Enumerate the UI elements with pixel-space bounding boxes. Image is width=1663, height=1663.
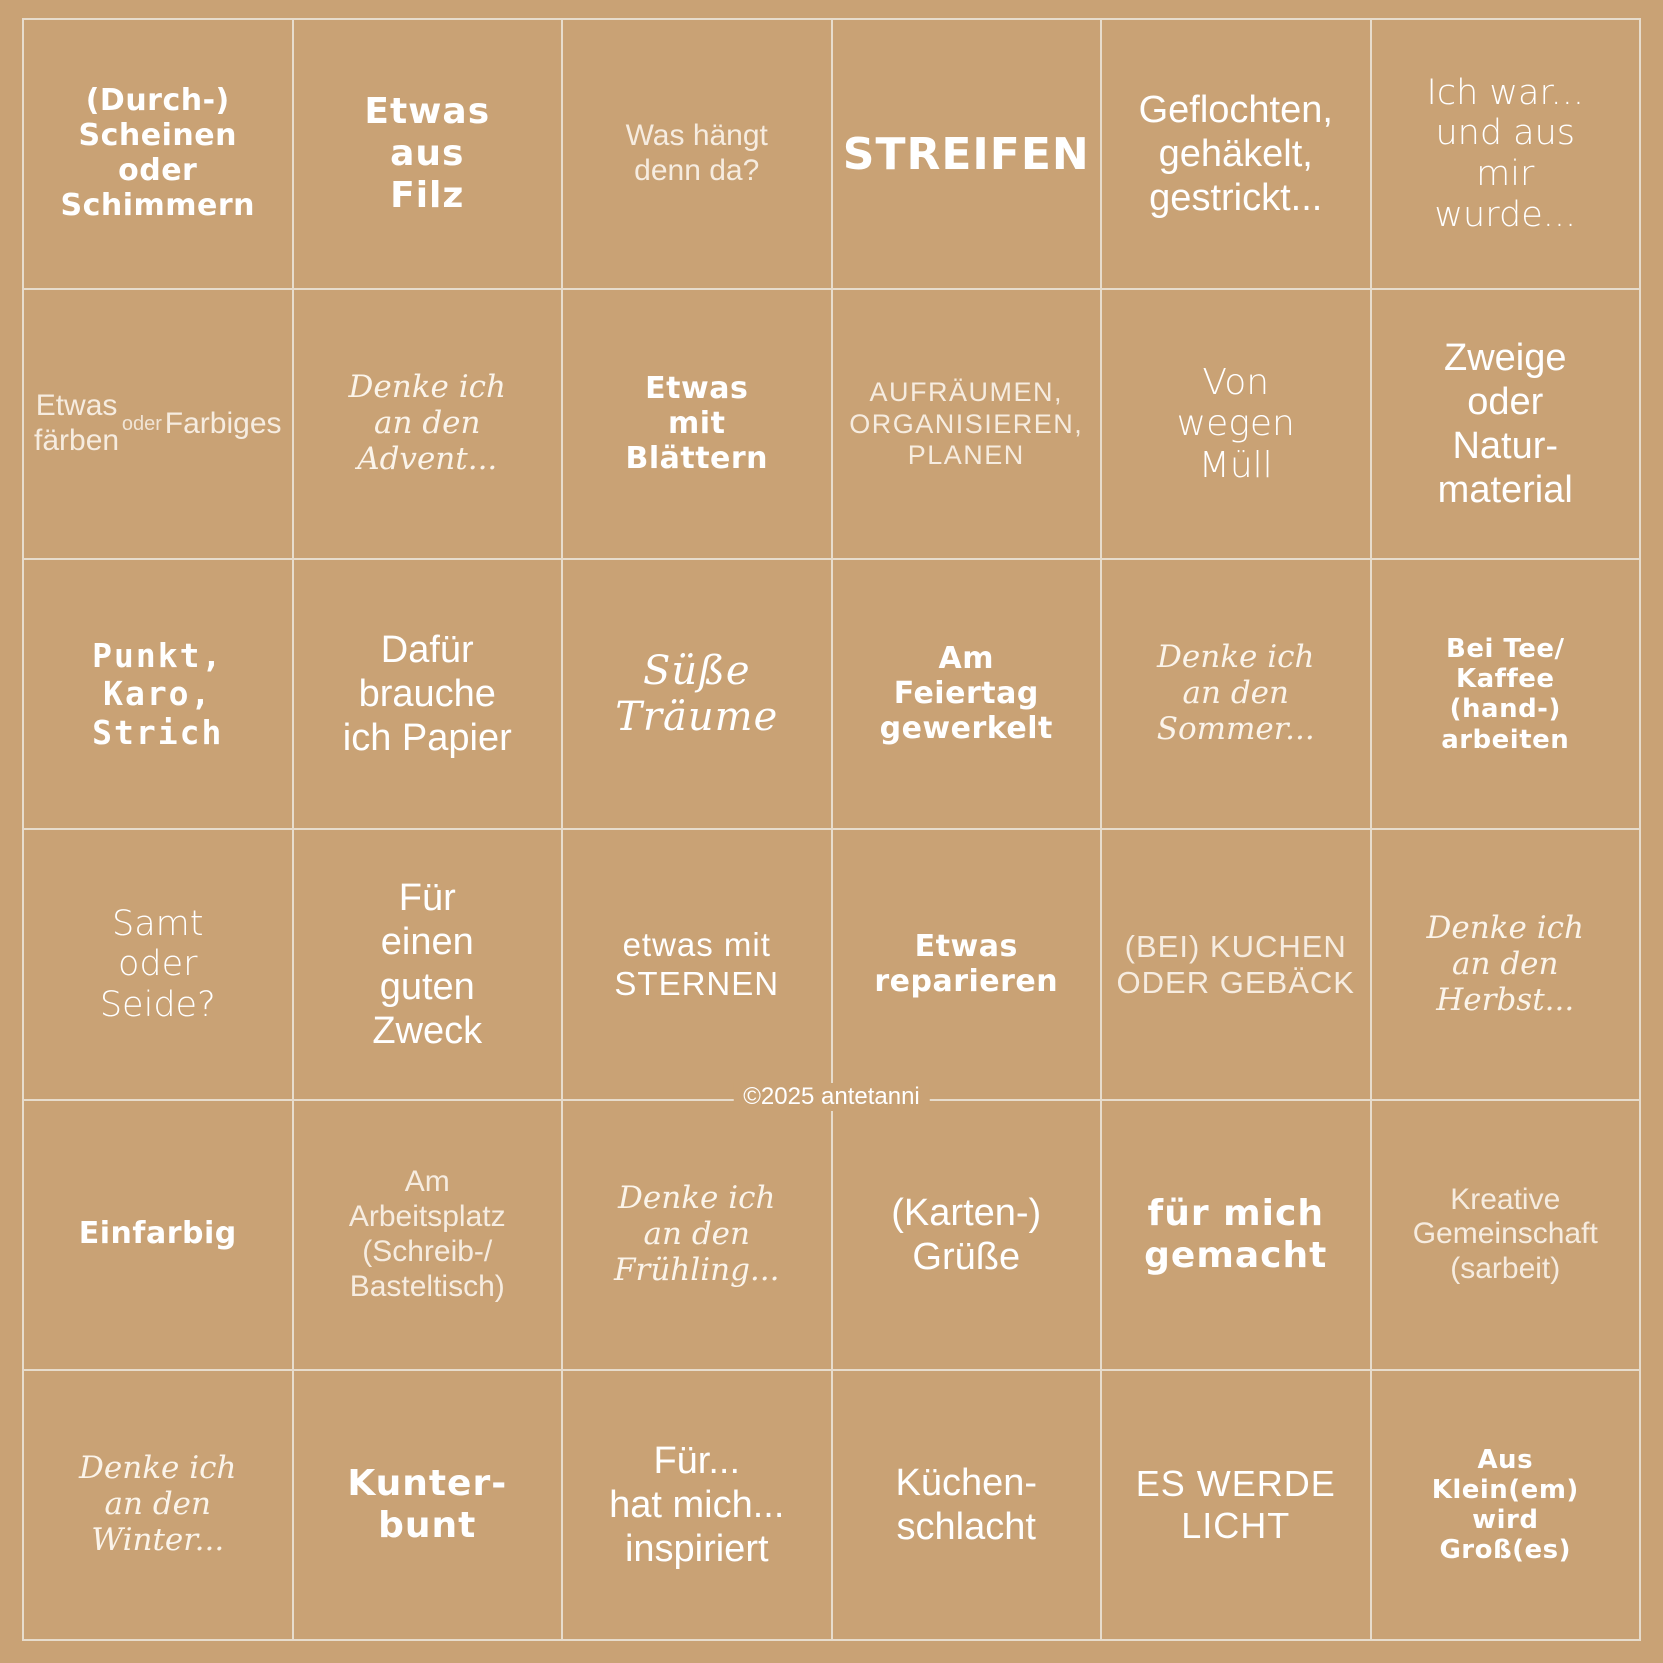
bingo-cell[interactable] [294,1101,564,1371]
bingo-cell-label: Etwas färben [34,389,120,458]
bingo-cell-label: Süße Träume [615,648,779,741]
bingo-cell[interactable] [24,1371,294,1641]
bingo-cell-label: Denke ich an den Frühling... [614,1179,780,1288]
bingo-cell[interactable] [294,290,564,560]
bingo-cell-label: (Durch-) Scheinen oder Schimmern [60,83,256,223]
bingo-cell-label-2: Farbiges [164,406,282,440]
bingo-cell[interactable] [563,20,833,290]
bingo-cell-label: Denke ich an den Herbst... [1426,909,1584,1018]
bingo-cell-label: Kunter- bunt [347,1463,508,1546]
bingo-cell[interactable] [563,1101,833,1371]
bingo-cell[interactable] [1372,1101,1642,1371]
bingo-cell[interactable] [24,830,294,1100]
bingo-grid [22,18,1641,1641]
bingo-cell[interactable] [833,830,1103,1100]
bingo-cell[interactable] [1372,20,1642,290]
bingo-cell[interactable] [1102,560,1372,830]
bingo-cell[interactable] [833,20,1103,290]
bingo-cell[interactable] [294,20,564,290]
bingo-cell-label: für mich gemacht [1144,1192,1328,1276]
bingo-cell-label: AUFRÄUMEN, ORGANISIEREN, PLANEN [849,377,1084,470]
bingo-cell[interactable] [24,1101,294,1371]
bingo-cell-label: Für einen guten Zweck [372,877,483,1052]
bingo-cell[interactable] [563,290,833,560]
bingo-cell-label: Küchen- schlacht [895,1461,1038,1548]
bingo-cell[interactable] [24,560,294,830]
bingo-cell-label: Etwas reparieren [874,928,1059,999]
bingo-cell[interactable] [24,290,294,560]
bingo-cell[interactable] [833,290,1103,560]
bingo-cell-label: STREIFEN [842,128,1090,180]
bingo-cell-label: Aus Klein(em) wird Groß(es) [1431,1444,1579,1566]
bingo-cell[interactable] [1102,830,1372,1100]
bingo-cell-label: Am Arbeitsplatz (Schreib-/ Basteltisch) [348,1165,506,1303]
bingo-cell-label: Denke ich an den Winter... [79,1449,237,1558]
bingo-cell-label: Einfarbig [78,1216,237,1252]
bingo-cell-label: ES WERDE LICHT [1135,1463,1336,1546]
bingo-cell[interactable] [563,560,833,830]
bingo-cell[interactable] [1372,290,1642,560]
bingo-cell-label: Was hängt denn da? [625,119,768,188]
copyright-note: ©2025 antetanni [733,1083,930,1111]
bingo-cell-label: Bei Tee/ Kaffee (hand-) arbeiten [1441,634,1570,755]
bingo-cell-label: etwas mit STERNEN [614,926,780,1002]
bingo-cell[interactable] [1102,1371,1372,1641]
bingo-cell[interactable] [1372,830,1642,1100]
bingo-cell-label: Für... hat mich... inspiriert [609,1439,785,1570]
bingo-cell[interactable] [294,1371,564,1641]
bingo-cell[interactable] [563,830,833,1100]
bingo-cell[interactable] [1372,560,1642,830]
bingo-cell-sublabel: oder [121,412,162,435]
bingo-cell-label: Ich war... und aus mir wurde... [1426,72,1584,235]
bingo-cell[interactable] [1102,1101,1372,1371]
bingo-cell[interactable] [833,1371,1103,1641]
bingo-cell-label: Samt oder Seide? [99,903,216,1025]
bingo-cell-label: Punkt, Karo, Strich [92,636,224,752]
bingo-cell[interactable] [24,20,294,290]
bingo-cell-label: Dafür brauche ich Papier [342,629,512,760]
bingo-cell[interactable] [563,1371,833,1641]
bingo-cell-label: (BEI) KUCHEN ODER GEBÄCK [1116,928,1355,1000]
bingo-cell[interactable] [1102,290,1372,560]
bingo-cell[interactable] [833,560,1103,830]
bingo-cell-label: Geflochten, gehäkelt, gestrickt... [1138,88,1333,220]
bingo-cell-label: Denke ich an den Sommer... [1156,639,1315,748]
bingo-cell[interactable] [1102,20,1372,290]
bingo-cell-label: Am Feiertag gewerkelt [879,641,1053,746]
bingo-cell-label: Von wegen Müll [1176,361,1295,487]
bingo-cell-label: (Karten-) Grüße [891,1191,1042,1278]
bingo-cell[interactable] [1372,1371,1642,1641]
bingo-cell[interactable] [294,830,564,1100]
bingo-cell-label: Denke ich an den Advent... [348,369,506,478]
bingo-cell-label: Etwas mit Blättern [625,371,769,476]
bingo-cell-label: Etwas aus Filz [364,91,491,216]
bingo-cell[interactable] [294,560,564,830]
bingo-cell-label: Zweige oder Natur- material [1437,337,1573,512]
bingo-cell-label: Kreative Gemeinschaft (sarbeit) [1412,1182,1598,1286]
bingo-cell[interactable] [833,1101,1103,1371]
